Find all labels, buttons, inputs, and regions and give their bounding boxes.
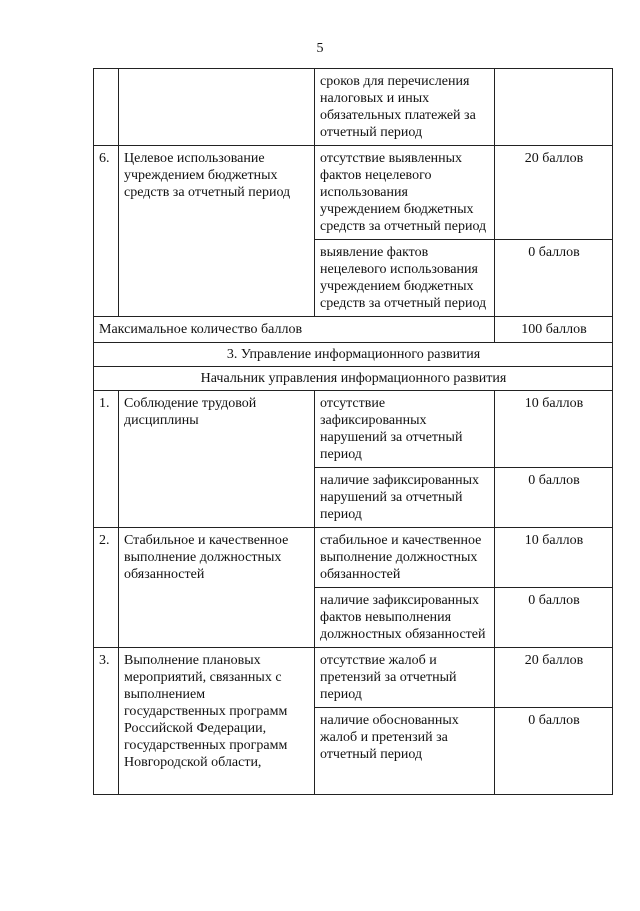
points-cell: 20 баллов <box>495 648 613 708</box>
criterion-cell: стабильное и качественное выполнение должностных обязанностей <box>315 528 495 588</box>
criterion-cell: отсутствие жалоб и претензий за отчетный период <box>315 648 495 708</box>
points-cell: 10 баллов <box>495 528 613 588</box>
indicator-cell: Соблюдение трудовой дисциплины <box>119 391 315 528</box>
points-cell: 20 баллов <box>495 146 613 240</box>
num-cell: 1. <box>94 391 119 528</box>
table-row <box>94 146 613 240</box>
position-heading: Начальник управления информационного развития <box>94 367 613 391</box>
indicator-cell <box>119 69 315 146</box>
points-cell: 0 баллов <box>495 708 613 795</box>
points-cell: 0 баллов <box>495 468 613 528</box>
criterion-cell: наличие зафиксированных фактов невыполнения должностных обязанностей <box>315 588 495 648</box>
table-row <box>94 648 613 708</box>
indicator-cell: Выполнение плановых мероприятий, связанных с выполнением государственных программ Российской Федерации, государственных программ Новгородской области, <box>119 648 315 795</box>
num-cell: 3. <box>94 648 119 795</box>
num-cell: 2. <box>94 528 119 648</box>
section-heading: 3. Управление информационного развития <box>94 343 613 367</box>
num-cell <box>94 69 119 146</box>
page-number: 5 <box>316 41 324 56</box>
criterion-cell: отсутствие зафиксированных нарушений за отчетный период <box>315 391 495 468</box>
max-points-value: 100 баллов <box>495 317 613 343</box>
points-cell <box>495 69 613 146</box>
criterion-cell: наличие зафиксированных нарушений за отчетный период <box>315 468 495 528</box>
section-heading-row <box>94 343 613 367</box>
table-row <box>94 528 613 588</box>
criterion-cell: отсутствие выявленных фактов нецелевого использования учреждением бюджетных средств за отчетный период <box>315 146 495 240</box>
criterion-cell: выявление фактов нецелевого использования учреждением бюджетных средств за отчетный период <box>315 240 495 317</box>
criterion-cell: сроков для перечисления налоговых и иных обязательных платежей за отчетный период <box>315 69 495 146</box>
indicator-cell: Стабильное и качественное выполнение должностных обязанностей <box>119 528 315 648</box>
position-heading-row <box>94 367 613 391</box>
points-cell: 10 баллов <box>495 391 613 468</box>
max-points-row <box>94 317 613 343</box>
criteria-table <box>93 68 613 795</box>
table-row <box>94 69 613 146</box>
points-cell: 0 баллов <box>495 588 613 648</box>
num-cell: 6. <box>94 146 119 317</box>
criterion-cell: наличие обоснованных жалоб и претензий за отчетный период <box>315 708 495 795</box>
indicator-cell: Целевое использование учреждением бюджетных средств за отчетный период <box>119 146 315 317</box>
points-cell: 0 баллов <box>495 240 613 317</box>
max-points-label: Максимальное количество баллов <box>94 317 495 343</box>
table-row <box>94 391 613 468</box>
